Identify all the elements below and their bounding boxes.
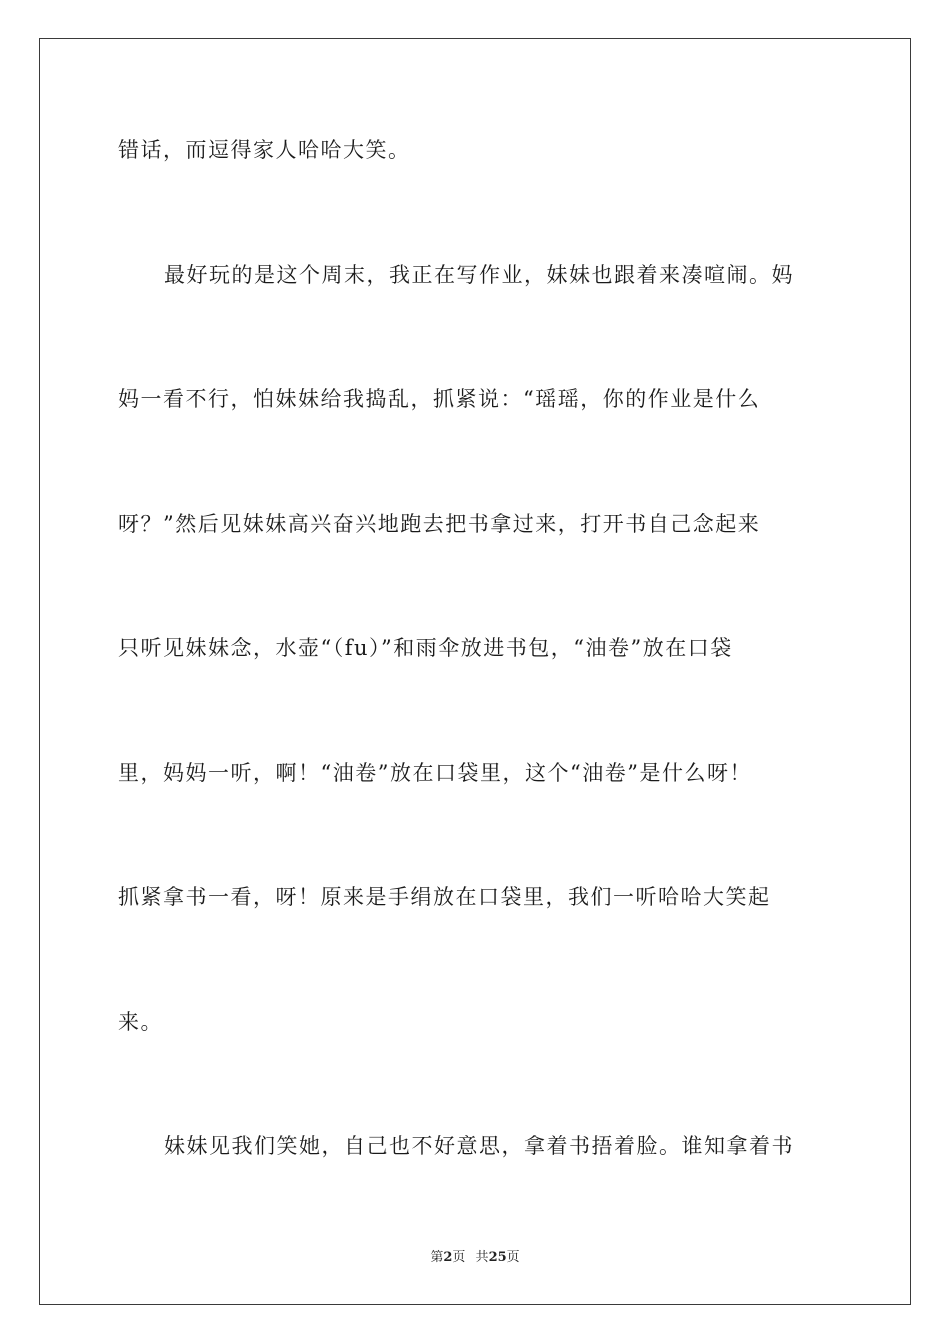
paragraph-line: 最好玩的是这个周末，我正在写作业，妹妹也跟着来凑喧闹。妈: [164, 263, 794, 287]
page-border: [39, 38, 911, 1305]
page-suffix: 页: [452, 1250, 466, 1265]
page-number: 2: [443, 1250, 453, 1265]
paragraph-line: 妈一看不行，怕妹妹给我捣乱，抓紧说：“瑶瑶，你的作业是什么: [118, 387, 761, 411]
page-prefix: 第: [430, 1250, 444, 1265]
page-indicator: [430, 1250, 465, 1265]
paragraph-line: 妹妹见我们笑她，自己也不好意思，拿着书捂着脸。谁知拿着书: [164, 1134, 794, 1158]
paragraph-line: 来。: [118, 1010, 163, 1034]
total-prefix: 共: [475, 1250, 489, 1265]
paragraph-line: 只听见妹妹念，水壶“（fu）”和雨伞放进书包，“油卷”放在口袋: [118, 636, 733, 660]
total-suffix: 页: [506, 1250, 520, 1265]
page-footer: [0, 1246, 950, 1265]
paragraph-line: 抓紧拿书一看，呀！原来是手绢放在口袋里，我们一听哈哈大笑起: [118, 885, 771, 909]
total-number: 25: [488, 1250, 507, 1265]
paragraph-line: 错话，而逗得家人哈哈大笑。: [118, 138, 411, 162]
paragraph-line: 呀？”然后见妹妹高兴奋兴地跑去把书拿过来，打开书自己念起来: [118, 512, 761, 536]
total-pages: [476, 1250, 520, 1265]
paragraph-line: 里，妈妈一听，啊！“油卷”放在口袋里，这个“油卷”是什么呀！: [118, 761, 752, 785]
